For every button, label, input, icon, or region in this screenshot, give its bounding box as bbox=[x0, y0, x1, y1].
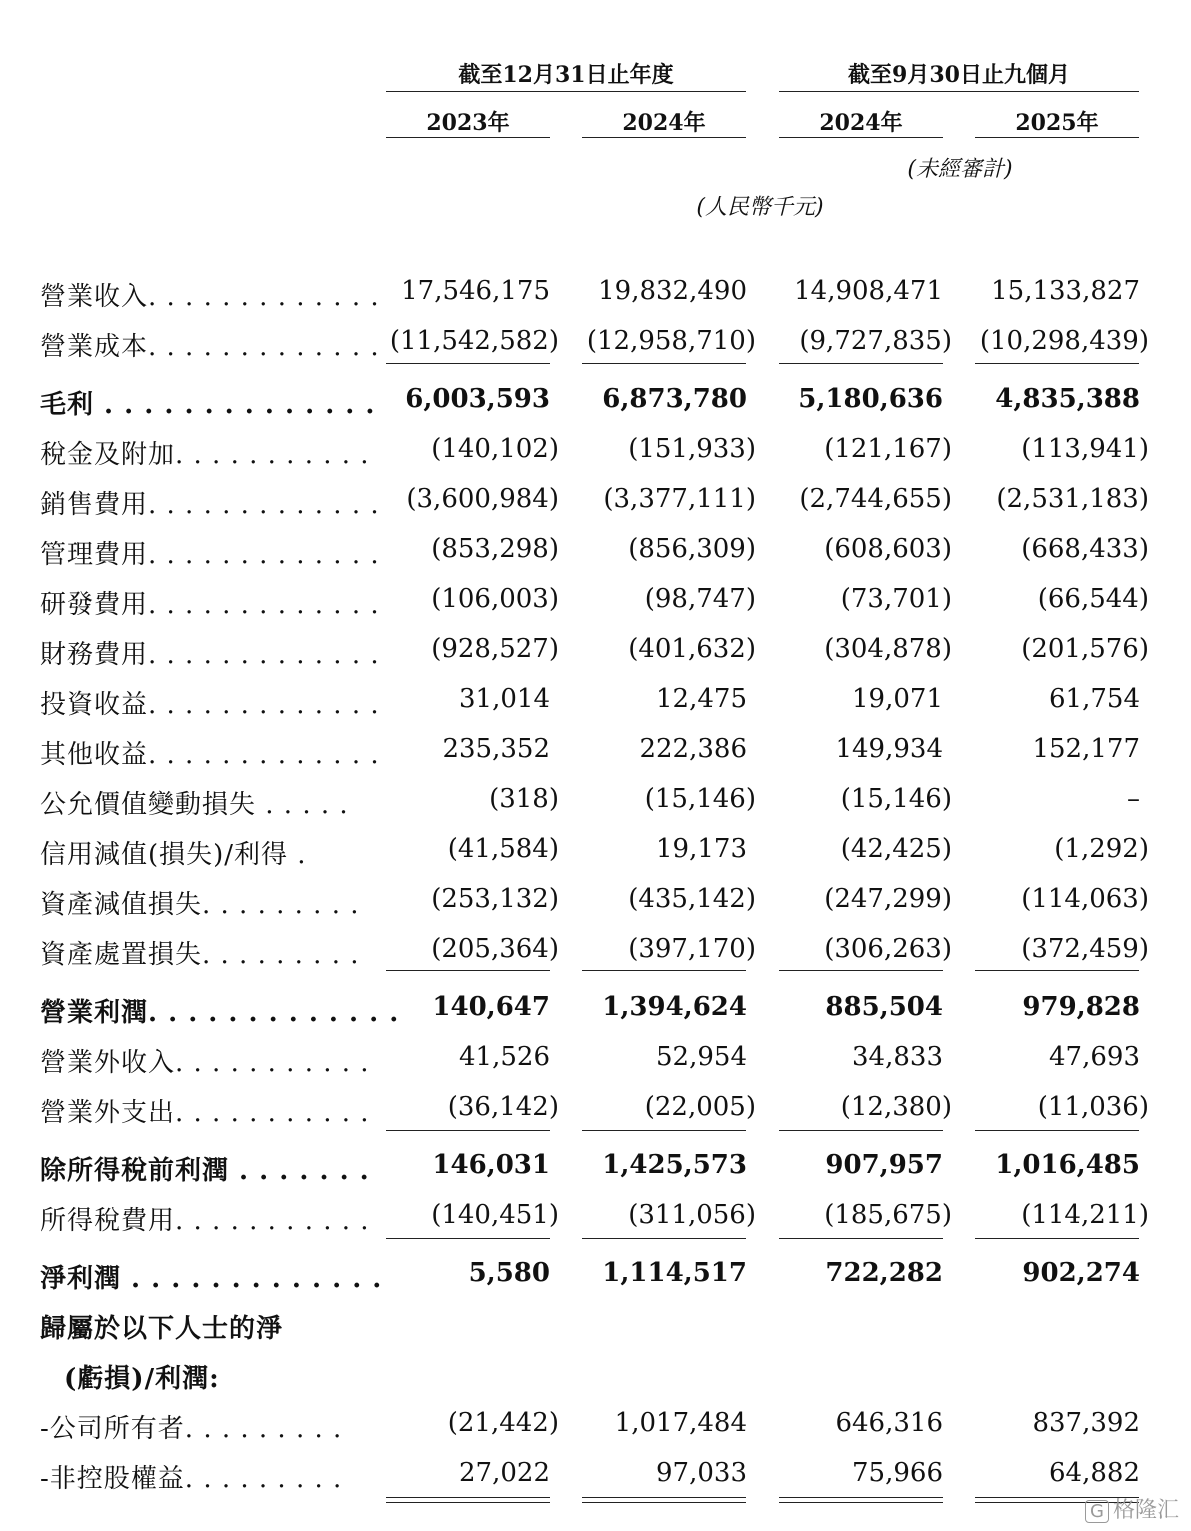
cell-col-2: (22,005) bbox=[644, 1092, 756, 1122]
row-label: 財務費用. . . . . . . . . . . . . bbox=[40, 640, 380, 670]
cell-col-3: (15,146) bbox=[840, 784, 952, 814]
subtotal-rule bbox=[582, 970, 746, 971]
cell-col-1: (318) bbox=[489, 784, 559, 814]
cell-col-2: (3,377,111) bbox=[603, 484, 756, 514]
total-double-rule bbox=[582, 1497, 746, 1503]
row-label: 營業收入. . . . . . . . . . . . . bbox=[40, 282, 380, 312]
cell-col-1: (205,364) bbox=[431, 934, 559, 964]
row-label: 研發費用. . . . . . . . . . . . . bbox=[40, 590, 380, 620]
cell-col-4: (1,292) bbox=[1054, 834, 1149, 864]
row-label: 投資收益. . . . . . . . . . . . . bbox=[40, 690, 380, 720]
watermark-text: 格隆汇 bbox=[1112, 1498, 1179, 1523]
cell-col-3: 19,071 bbox=[852, 684, 943, 714]
cell-col-4: 979,828 bbox=[1022, 992, 1140, 1022]
header-rule-nine-months bbox=[779, 91, 1139, 92]
header-group-nine-months: 截至9月30日止九個月 bbox=[848, 62, 1070, 88]
year-header-1: 2023年 bbox=[426, 110, 510, 136]
cell-col-4: (201,576) bbox=[1021, 634, 1149, 664]
table-row bbox=[0, 534, 1191, 574]
cell-col-1: (253,132) bbox=[431, 884, 559, 914]
cell-col-3: 907,957 bbox=[825, 1150, 943, 1180]
cell-col-1: 146,031 bbox=[432, 1150, 550, 1180]
table-row bbox=[0, 1150, 1191, 1190]
row-label: 其他收益. . . . . . . . . . . . . bbox=[40, 740, 380, 770]
table-row bbox=[0, 1092, 1191, 1132]
table-row bbox=[0, 384, 1191, 424]
cell-col-4: (114,063) bbox=[1021, 884, 1149, 914]
year-header-4: 2025年 bbox=[1015, 110, 1099, 136]
row-label: 所得稅費用. . . . . . . . . . . bbox=[40, 1206, 370, 1236]
row-label: 銷售費用. . . . . . . . . . . . . bbox=[40, 490, 380, 520]
subtotal-rule bbox=[386, 1238, 550, 1239]
row-label: 營業外支出. . . . . . . . . . . bbox=[40, 1098, 370, 1128]
year-rule-2 bbox=[582, 137, 746, 138]
table-row bbox=[0, 326, 1191, 366]
cell-col-3: (304,878) bbox=[824, 634, 952, 664]
cell-col-1: (41,584) bbox=[447, 834, 559, 864]
cell-col-2: 1,425,573 bbox=[602, 1150, 747, 1180]
row-label: 稅金及附加. . . . . . . . . . . bbox=[40, 440, 370, 470]
cell-col-3: (2,744,655) bbox=[799, 484, 952, 514]
row-label: (虧損)/利潤: bbox=[64, 1364, 220, 1394]
cell-col-3: (9,727,835) bbox=[799, 326, 952, 356]
cell-col-3: (247,299) bbox=[824, 884, 952, 914]
subtotal-rule bbox=[779, 1130, 943, 1131]
cell-col-4: 837,392 bbox=[1032, 1408, 1140, 1438]
cell-col-1: (140,451) bbox=[431, 1200, 559, 1230]
row-label: 營業利潤. . . . . . . . . . . . . bbox=[40, 998, 400, 1028]
cell-col-4: (10,298,439) bbox=[979, 326, 1149, 356]
cell-col-3: 885,504 bbox=[825, 992, 943, 1022]
cell-col-4: (11,036) bbox=[1037, 1092, 1149, 1122]
cell-col-2: 52,954 bbox=[656, 1042, 747, 1072]
cell-col-3: 5,180,636 bbox=[798, 384, 943, 414]
row-label: -公司所有者. . . . . . . . . bbox=[40, 1414, 343, 1444]
table-row bbox=[0, 584, 1191, 624]
year-rule-4 bbox=[975, 137, 1139, 138]
table-row bbox=[0, 1258, 1191, 1298]
cell-col-2: (311,056) bbox=[628, 1200, 756, 1230]
cell-col-1: 5,580 bbox=[468, 1258, 550, 1288]
row-label: 除所得稅前利潤 . . . . . . . bbox=[40, 1156, 370, 1186]
cell-col-4: 61,754 bbox=[1049, 684, 1140, 714]
cell-col-1: 31,014 bbox=[459, 684, 550, 714]
table-row bbox=[0, 1458, 1191, 1498]
subtotal-rule bbox=[779, 1238, 943, 1239]
cell-col-2: 1,017,484 bbox=[614, 1408, 747, 1438]
cell-col-2: (401,632) bbox=[628, 634, 756, 664]
cell-col-2: (397,170) bbox=[628, 934, 756, 964]
cell-col-4: 152,177 bbox=[1032, 734, 1140, 764]
cell-col-3: (12,380) bbox=[840, 1092, 952, 1122]
cell-col-2: 19,832,490 bbox=[598, 276, 747, 306]
cell-col-2: (856,309) bbox=[628, 534, 756, 564]
cell-col-2: 12,475 bbox=[656, 684, 747, 714]
cell-col-4: 64,882 bbox=[1049, 1458, 1140, 1488]
cell-col-4: (114,211) bbox=[1021, 1200, 1149, 1230]
cell-col-2: 19,173 bbox=[656, 834, 747, 864]
subtotal-rule bbox=[582, 1130, 746, 1131]
cell-col-1: (36,142) bbox=[447, 1092, 559, 1122]
table-row bbox=[0, 1408, 1191, 1448]
cell-col-4: (372,459) bbox=[1021, 934, 1149, 964]
cell-col-1: 140,647 bbox=[432, 992, 550, 1022]
cell-col-1: 27,022 bbox=[459, 1458, 550, 1488]
cell-col-3: (185,675) bbox=[824, 1200, 952, 1230]
cell-col-3: 75,966 bbox=[852, 1458, 943, 1488]
cell-col-2: 222,386 bbox=[639, 734, 747, 764]
cell-col-2: (15,146) bbox=[644, 784, 756, 814]
table-row bbox=[0, 934, 1191, 974]
subtotal-rule bbox=[975, 970, 1139, 971]
cell-col-4: – bbox=[1127, 784, 1140, 814]
table-row bbox=[0, 784, 1191, 824]
cell-col-3: (608,603) bbox=[824, 534, 952, 564]
year-header-3: 2024年 bbox=[819, 110, 903, 136]
cell-col-4: 15,133,827 bbox=[991, 276, 1140, 306]
cell-col-3: 14,908,471 bbox=[794, 276, 943, 306]
cell-col-2: (12,958,710) bbox=[586, 326, 756, 356]
cell-col-4: 4,835,388 bbox=[995, 384, 1140, 414]
cell-col-2: (151,933) bbox=[628, 434, 756, 464]
cell-col-4: (668,433) bbox=[1021, 534, 1149, 564]
subtotal-rule bbox=[386, 970, 550, 971]
subtotal-rule bbox=[975, 363, 1139, 364]
cell-col-4: (113,941) bbox=[1021, 434, 1149, 464]
cell-col-2: 97,033 bbox=[656, 1458, 747, 1488]
year-rule-3 bbox=[779, 137, 943, 138]
row-label: 毛利 . . . . . . . . . . . . . . bbox=[40, 390, 376, 420]
subtotal-rule bbox=[975, 1130, 1139, 1131]
currency-unit-note: (人民幣千元) bbox=[696, 195, 824, 220]
subtotal-rule bbox=[975, 1238, 1139, 1239]
table-row bbox=[0, 434, 1191, 474]
watermark-logo-icon: G bbox=[1085, 1500, 1109, 1523]
table-row bbox=[0, 992, 1191, 1032]
table-row bbox=[0, 734, 1191, 774]
table-row bbox=[0, 276, 1191, 316]
row-label: 公允價值變動損失 . . . . . bbox=[40, 790, 349, 820]
row-label: 營業外收入. . . . . . . . . . . bbox=[40, 1048, 370, 1078]
cell-col-1: 41,526 bbox=[459, 1042, 550, 1072]
row-label: 資產減值損失. . . . . . . . . bbox=[40, 890, 360, 920]
cell-col-1: (928,527) bbox=[431, 634, 559, 664]
cell-col-1: 6,003,593 bbox=[405, 384, 550, 414]
total-double-rule bbox=[779, 1497, 943, 1503]
table-row bbox=[0, 834, 1191, 874]
cell-col-4: 902,274 bbox=[1022, 1258, 1140, 1288]
table-row bbox=[0, 684, 1191, 724]
cell-col-4: 1,016,485 bbox=[995, 1150, 1140, 1180]
cell-col-3: 722,282 bbox=[825, 1258, 943, 1288]
table-row bbox=[0, 1358, 1191, 1398]
subtotal-rule bbox=[582, 1238, 746, 1239]
row-label: 營業成本. . . . . . . . . . . . . bbox=[40, 332, 380, 362]
cell-col-2: 6,873,780 bbox=[602, 384, 747, 414]
cell-col-2: 1,114,517 bbox=[602, 1258, 747, 1288]
row-label: 管理費用. . . . . . . . . . . . . bbox=[40, 540, 380, 570]
subtotal-rule bbox=[779, 363, 943, 364]
watermark bbox=[1085, 1493, 1179, 1524]
year-rule-1 bbox=[386, 137, 550, 138]
cell-col-1: (21,442) bbox=[447, 1408, 559, 1438]
row-label: 信用減值(損失)/利得 . bbox=[40, 840, 307, 870]
cell-col-3: 646,316 bbox=[835, 1408, 943, 1438]
cell-col-1: (140,102) bbox=[431, 434, 559, 464]
unaudited-note: (未經審計) bbox=[907, 157, 1013, 182]
cell-col-3: (306,263) bbox=[824, 934, 952, 964]
row-label: 歸屬於以下人士的淨 bbox=[40, 1314, 284, 1344]
cell-col-1: (106,003) bbox=[431, 584, 559, 614]
row-label: 淨利潤 . . . . . . . . . . . . . bbox=[40, 1264, 383, 1294]
table-row bbox=[0, 884, 1191, 924]
cell-col-2: (435,142) bbox=[628, 884, 756, 914]
cell-col-1: 235,352 bbox=[442, 734, 550, 764]
cell-col-1: (3,600,984) bbox=[406, 484, 559, 514]
table-row bbox=[0, 1200, 1191, 1240]
subtotal-rule bbox=[582, 363, 746, 364]
cell-col-4: (66,544) bbox=[1037, 584, 1149, 614]
total-double-rule bbox=[386, 1497, 550, 1503]
year-header-2: 2024年 bbox=[622, 110, 706, 136]
cell-col-3: 34,833 bbox=[852, 1042, 943, 1072]
subtotal-rule bbox=[779, 970, 943, 971]
cell-col-3: (42,425) bbox=[840, 834, 952, 864]
cell-col-3: (121,167) bbox=[824, 434, 952, 464]
cell-col-2: (98,747) bbox=[644, 584, 756, 614]
table-row bbox=[0, 1042, 1191, 1082]
cell-col-1: 17,546,175 bbox=[401, 276, 550, 306]
row-label: 資產處置損失. . . . . . . . . bbox=[40, 940, 360, 970]
table-row bbox=[0, 634, 1191, 674]
cell-col-4: (2,531,183) bbox=[996, 484, 1149, 514]
cell-col-4: 47,693 bbox=[1049, 1042, 1140, 1072]
cell-col-1: (853,298) bbox=[431, 534, 559, 564]
cell-col-3: 149,934 bbox=[835, 734, 943, 764]
table-row bbox=[0, 1308, 1191, 1348]
header-rule-fiscal-year bbox=[386, 91, 746, 92]
cell-col-1: (11,542,582) bbox=[389, 326, 559, 356]
table-row bbox=[0, 484, 1191, 524]
header-group-fiscal-year: 截至12月31日止年度 bbox=[458, 62, 674, 88]
subtotal-rule bbox=[386, 1130, 550, 1131]
subtotal-rule bbox=[386, 363, 550, 364]
cell-col-3: (73,701) bbox=[840, 584, 952, 614]
cell-col-2: 1,394,624 bbox=[602, 992, 747, 1022]
row-label: -非控股權益. . . . . . . . . bbox=[40, 1464, 343, 1494]
